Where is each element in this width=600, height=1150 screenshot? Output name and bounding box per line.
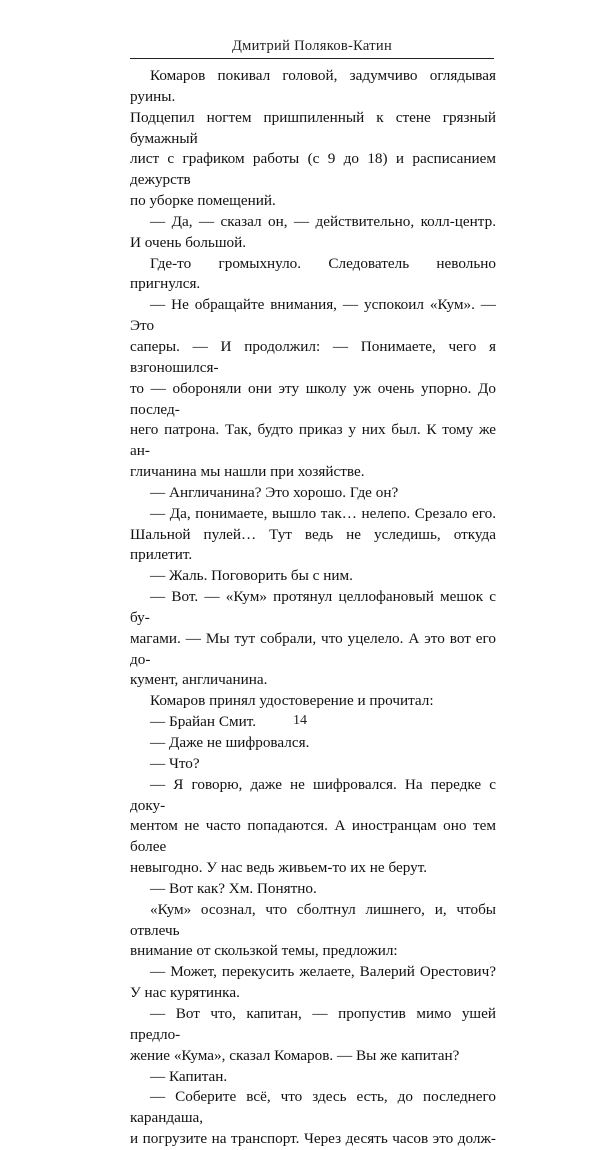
text-line: Комаров покивал головой, задумчиво оглядывая руины. [130, 67, 496, 105]
text-line: — Даже не шифровался. [150, 734, 310, 751]
text-line: саперы. — И продолжил: — Понимаете, чего я взгоношился- [130, 337, 496, 376]
text-line: — Да, — сказал он, — действительно, колл-центр. [150, 212, 496, 230]
text-line: гличанина мы нашли при хозяйстве. [130, 463, 365, 481]
text-line: Комаров принял удостоверение и прочитал: [150, 692, 434, 710]
text-line: У нас курятинка. [130, 984, 240, 1002]
text-line: и погрузите на транспорт. Через десять часов это долж- [130, 1130, 496, 1148]
text-line: кумент, англичанина. [130, 671, 268, 689]
text-line: — Жаль. Поговорить бы с ним. [150, 567, 353, 585]
text-line: — Не обращайте внимания, — успокоил «Кум». — Это [130, 296, 496, 335]
running-header: Дмитрий Поляков-Катин [231, 38, 393, 54]
text-line: — Да, понимаете, вышло так… нелепо. Срезало его. [150, 504, 496, 522]
text-line: «Кум» осознал, что сболтнул лишнего, и, чтобы отвлечь [130, 900, 496, 939]
text-line: — Что? [150, 754, 200, 772]
text-line: то — обороняли они эту школу уж очень упорно. До послед- [130, 379, 496, 418]
text-line: — Вот. — «Кум» протянул целлофановый мешок с бу- [130, 588, 496, 626]
text-line: по уборке помещений. [130, 192, 276, 210]
text-line: внимание от скользкой темы, предложил: [130, 942, 398, 960]
text-line: — Вот как? Хм. Понятно. [150, 879, 317, 897]
header-rule [130, 58, 494, 59]
text-line: — Вот что, капитан, — пропустив мимо ушей предло- [130, 1004, 496, 1043]
text-line: И очень большой. [130, 233, 247, 251]
body-text [130, 66, 496, 1150]
text-line: жение «Кума», сказал Комаров. — Вы же капитан? [130, 1046, 460, 1064]
text-line: ментом не часто попадаются. А иностранцам оно тем более [130, 817, 496, 856]
text-line: него патрона. Так, будто приказ у них был. К тому же ан- [130, 421, 496, 460]
text-line: Где-то громыхнуло. Следователь невольно пригнулся. [130, 254, 496, 293]
text-line: — Я говорю, даже не шифровался. На передке с доку- [130, 775, 496, 814]
text-line: магами. — Мы тут собрали, что уцелело. А это вот его до- [130, 629, 496, 668]
text-line: — Англичанина? Это хорошо. Где он? [150, 483, 399, 501]
text-line: лист с графиком работы (с 9 до 18) и расписанием дежурств [130, 150, 496, 189]
text-line: — Соберите всё, что здесь есть, до последнего карандаша, [130, 1088, 496, 1127]
text-line: Шальной пулей… Тут ведь не уследишь, откуда прилетит. [130, 525, 496, 564]
text-line: — Брайан Смит. [150, 713, 256, 731]
text-line: невыгодно. У нас ведь живьем-то их не берут. [130, 859, 428, 877]
text-line: — Капитан. [150, 1067, 228, 1085]
text-line: Подцепил ногтем пришпиленный к стене грязный бумажный [130, 108, 496, 147]
page-number: 14 [293, 713, 307, 728]
text-line: — Может, перекусить желаете, Валерий Орестович? [150, 963, 496, 981]
